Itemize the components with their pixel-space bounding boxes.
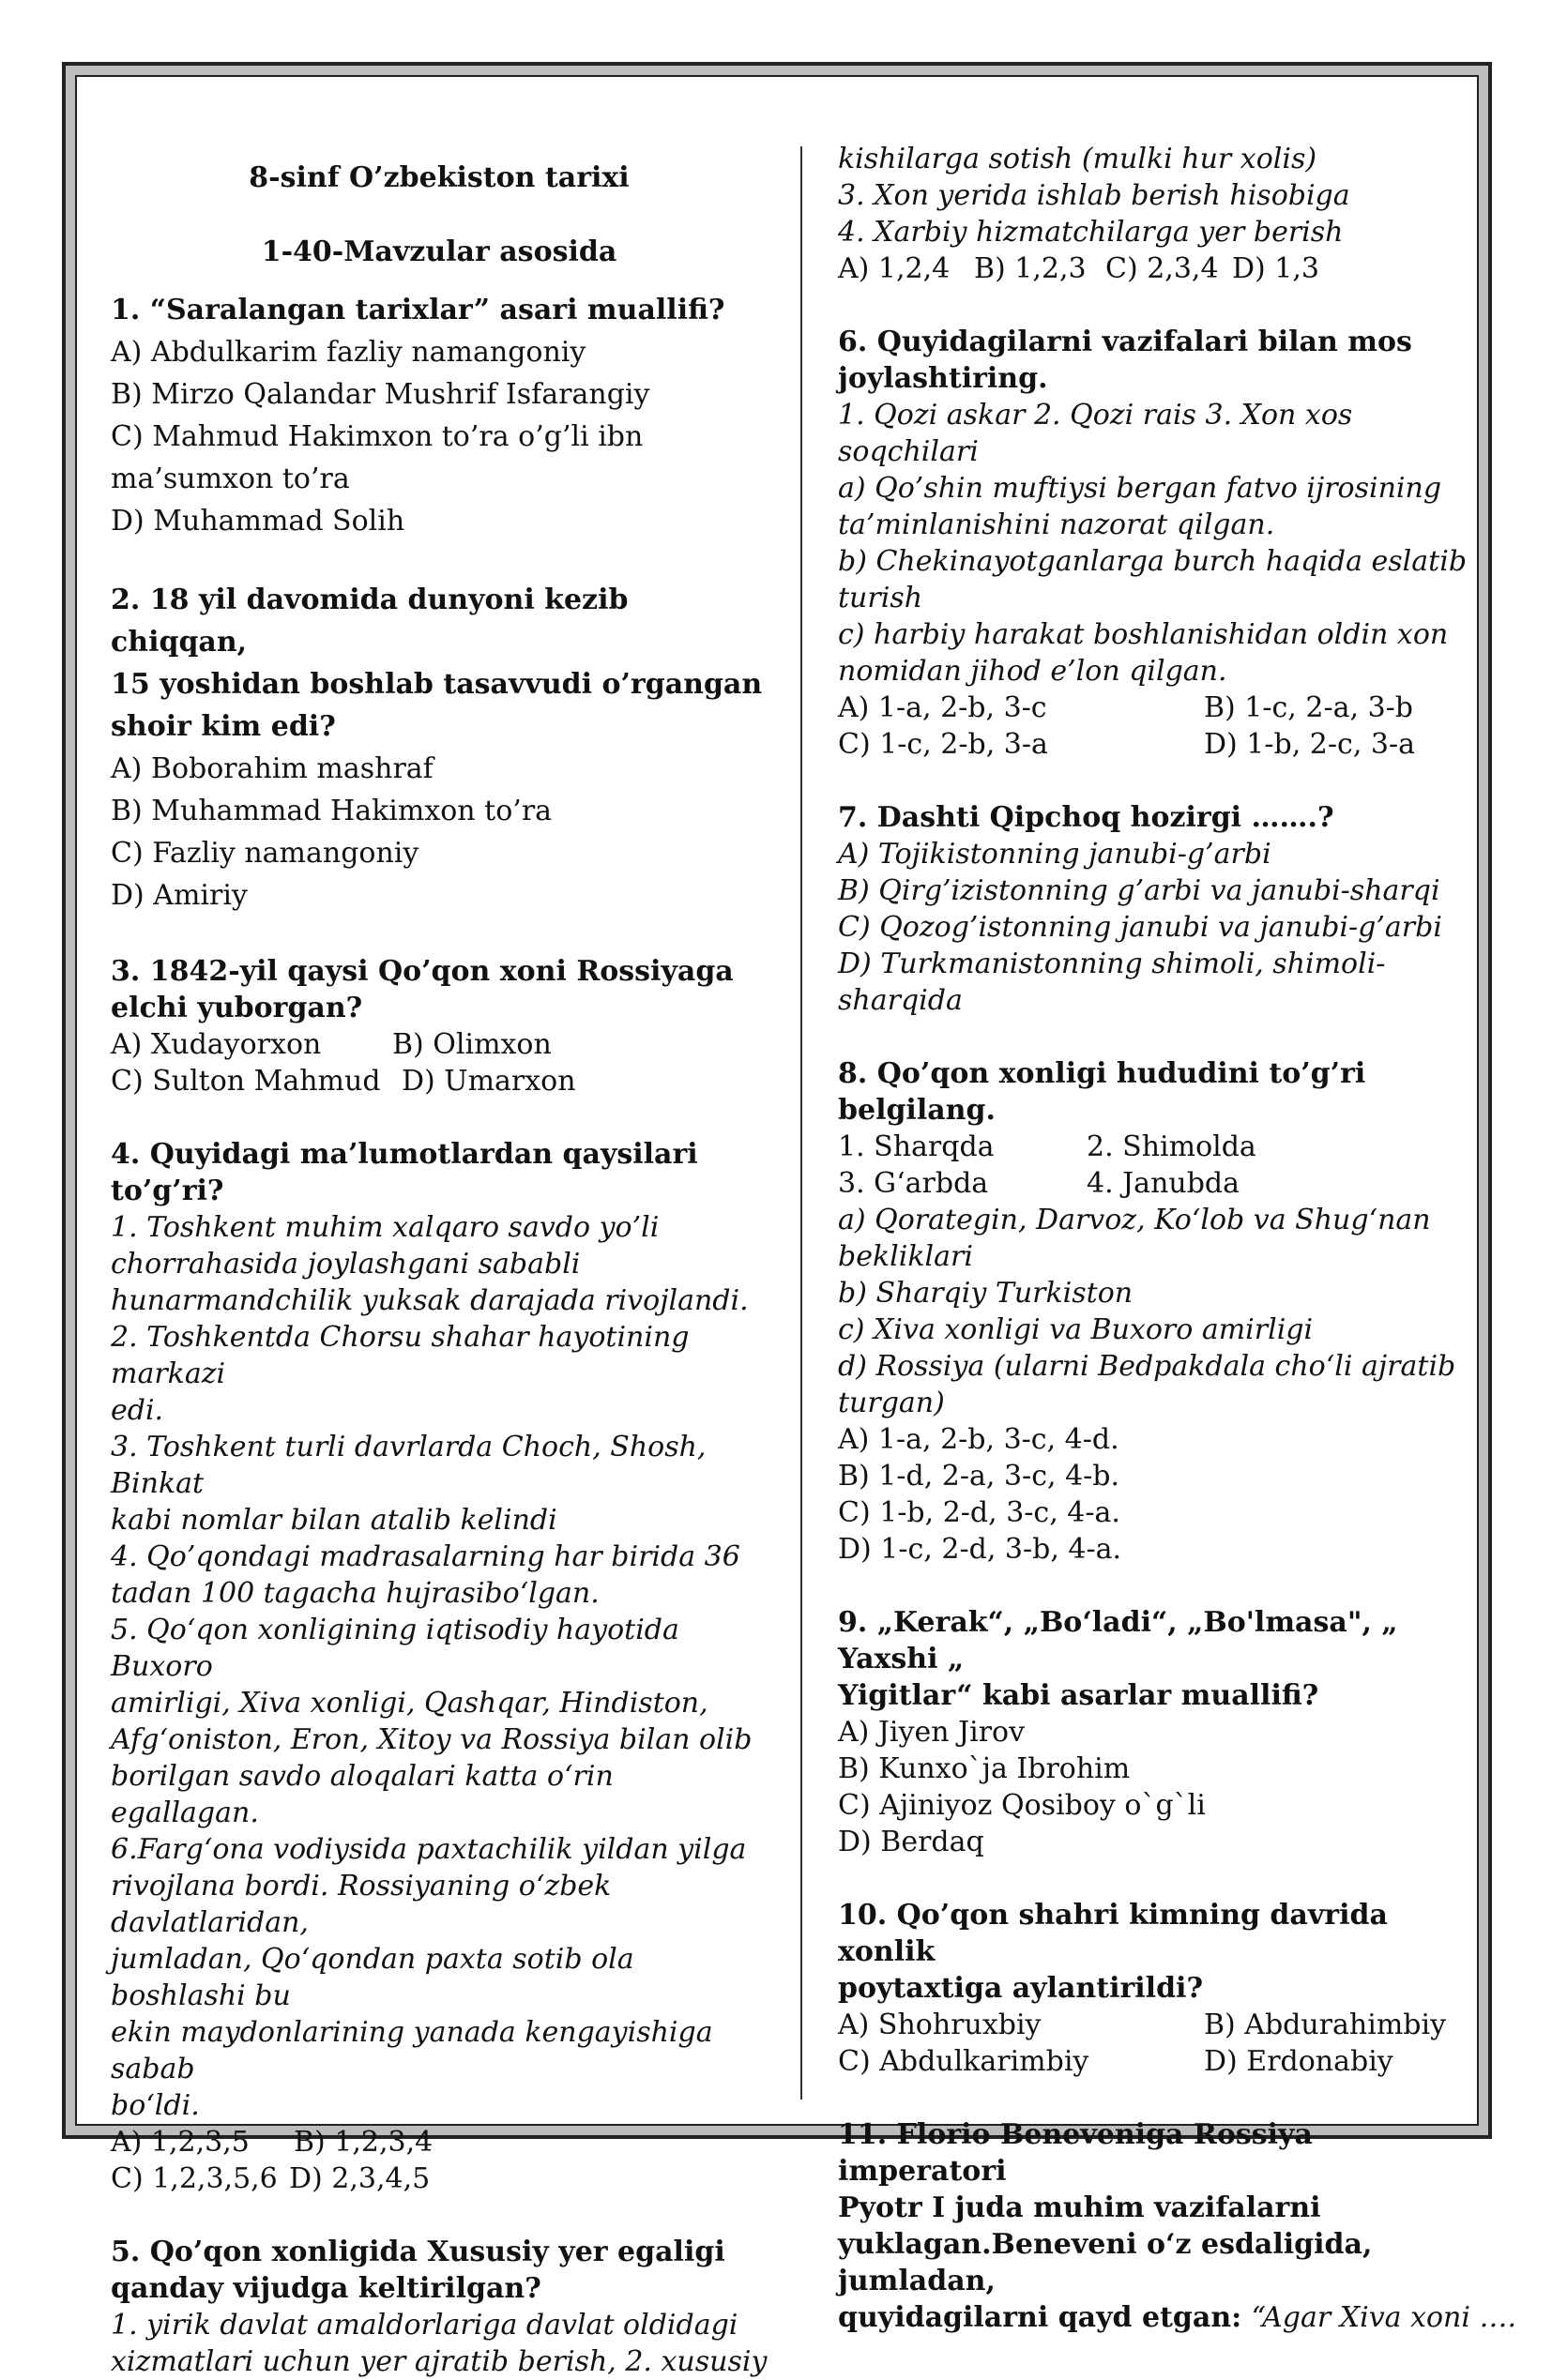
statement-line: rivojlana bordi. Rossiyaning o‘zbek davlatlaridan, xyxy=(111,1870,612,1939)
question-3 xyxy=(111,953,768,1099)
answer-option: B) 1-c, 2-a, 3-b xyxy=(1204,691,1413,724)
direction-item: 1. Sharqda xyxy=(838,1130,995,1163)
right-column xyxy=(838,141,1517,2336)
statement-line: 2. Toshkentda Chorsu shahar hayotining markazi xyxy=(111,1321,690,1390)
question-7 xyxy=(838,799,1476,1019)
question-text: quyidagilarni qayd etgan: xyxy=(838,2301,1252,2334)
statement-line: a) Qorategin, Darvoz, Ko‘lob va Shug‘nan xyxy=(838,1204,1431,1236)
left-column xyxy=(111,141,768,2380)
answer-option: B) Kunxo`ja Ibrohim xyxy=(838,1752,1131,1785)
question-text: 4. Quyidagi ma’lumotlardan qaysilari to’g’ri? xyxy=(111,1138,698,1207)
question-text: elchi yuborgan? xyxy=(111,992,363,1024)
question-text: 9. „Kerak“, „Bo‘ladi“, „Bo'lmasa", „ Yaxshi „ xyxy=(838,1606,1398,1675)
statement-line: chorrahasida joylashgani sababli xyxy=(111,1248,581,1281)
statement-line: b) Chekinayotganlarga burch haqida eslatib xyxy=(838,545,1468,578)
statement-line: 4. Xarbiy hizmatchilarga yer berish xyxy=(838,216,1344,249)
statement-line: bekliklari xyxy=(838,1240,973,1273)
answer-option: A) 1-a, 2-b, 3-c xyxy=(838,691,1047,724)
statement-line: turgan) xyxy=(838,1387,945,1419)
statement-line: ekin maydonlarining yanada kengayishiga sabab xyxy=(111,2016,713,2085)
statement-line: 5. Qo‘qon xonligining iqtisodiy hayotida Buxoro xyxy=(111,1614,679,1683)
question-text: 3. 1842-yil qaysi Qo’qon xoni Rossiyaga xyxy=(111,955,734,988)
answer-option-continued: ma’sumxon to’ra xyxy=(111,462,350,495)
answer-option: C) 1-c, 2-b, 3-a xyxy=(838,728,1048,761)
statement-line: 4. Qo’qondagi madrasalarning har birida 36 xyxy=(111,1540,740,1573)
answer-option: C) Ajiniyoz Qosiboy o`g`li xyxy=(838,1789,1206,1822)
answer-option: D) 1-c, 2-d, 3-b, 4-a. xyxy=(838,1533,1122,1566)
question-text: Pyotr I juda muhim vazifalarni xyxy=(838,2191,1321,2224)
answer-option: A) Tojikistonning janubi-g’arbi xyxy=(838,838,1271,871)
question-text: joylashtiring. xyxy=(838,362,1048,395)
statement-line: jumladan, Qo‘qondan paxta sotib ola boshlashi bu xyxy=(111,1943,634,2012)
answer-option: B) Qirg’izistonning g’arbi va janubi-sharqi xyxy=(838,874,1440,907)
answer-option: B) Mirzo Qalandar Mushrif Isfarangiy xyxy=(111,378,650,411)
statement-line: c) Xiva xonligi va Buxoro amirligi xyxy=(838,1313,1314,1346)
question-5-continued xyxy=(838,141,1476,287)
page-subtitle: 1-40-Mavzular asosida xyxy=(261,235,617,268)
statement-line: turish xyxy=(838,582,923,614)
statement-line: borilgan savdo aloqalari katta o‘rin egallagan. xyxy=(111,1760,614,1829)
question-text: 1. “Saralangan tarixlar” asari muallifi? xyxy=(111,294,725,326)
question-text: 6. Quyidagilarni vazifalari bilan mos xyxy=(838,326,1412,358)
answer-option: A) Xudayorxon xyxy=(111,1028,322,1061)
question-text: poytaxtiga aylantirildi? xyxy=(838,1972,1204,2005)
quote-text: “Agar Xiva xoni …. xyxy=(1251,2301,1517,2334)
direction-item: 4. Janubda xyxy=(1087,1167,1240,1200)
question-8 xyxy=(838,1055,1476,1568)
answer-option: C) 1,2,3,5,6 xyxy=(111,2162,278,2195)
answer-option: A) 1,2,4 xyxy=(838,252,951,285)
page-title: 8-sinf O’zbekiston tarixi xyxy=(249,161,630,194)
statement-line: 1. yirik davlat amaldorlariga davlat oldidagi xyxy=(111,2309,738,2342)
answer-option: A) Jiyen Jirov xyxy=(838,1716,1026,1749)
answer-option: C) 2,3,4 xyxy=(1105,252,1219,285)
answer-option: A) Shohruxbiy xyxy=(838,2009,1042,2041)
statement-line: bo‘ldi. xyxy=(111,2089,200,2122)
statement-line: edi. xyxy=(111,1394,164,1427)
question-text: yuklagan.Beneveni o‘z esdaligida, jumladan, xyxy=(838,2228,1373,2297)
statement-line: c) harbiy harakat boshlanishidan oldin xon xyxy=(838,618,1449,651)
question-text: 8. Qo’qon xonligi hududini to’g’ri belgilang. xyxy=(838,1057,1366,1127)
answer-option: D) Turkmanistonning shimoli, shimoli-sharqida xyxy=(838,947,1386,1017)
statement-line: b) Sharqiy Turkiston xyxy=(838,1277,1134,1310)
question-1 xyxy=(111,289,768,542)
question-text: Yigitlar“ kabi asarlar muallifi? xyxy=(838,1679,1319,1712)
answer-option: D) 1-b, 2-c, 3-a xyxy=(1204,728,1415,761)
direction-item: 2. Shimolda xyxy=(1087,1130,1256,1163)
statement-line: kishilarga sotish (mulki hur xolis) xyxy=(838,143,1317,175)
statement-line: 3. Xon yerida ishlab berish hisobiga xyxy=(838,179,1350,212)
question-11 xyxy=(838,2116,1517,2336)
answer-option: C) Qozog’istonning janubi va janubi-g’arbi xyxy=(838,911,1442,944)
statement-line: Afg‘oniston, Eron, Xitoy va Rossiya bilan olib xyxy=(111,1723,753,1756)
answer-option: C) Mahmud Hakimxon to’ra o’g’li ibn xyxy=(111,420,644,453)
question-6 xyxy=(838,324,1476,763)
question-text: shoir kim edi? xyxy=(111,710,336,743)
answer-option: D) 1,3 xyxy=(1232,252,1320,285)
answer-option: A) Abdulkarim fazliy namangoniy xyxy=(111,336,586,369)
statement-line: hunarmandchilik yuksak darajada rivojlandi. xyxy=(111,1284,749,1317)
statement-line: a) Qo’shin muftiysi bergan fatvo ijrosining xyxy=(838,472,1442,505)
statement-line: 1. Toshkent muhim xalqaro savdo yo’li xyxy=(111,1211,660,1244)
answer-option: B) 1-d, 2-a, 3-c, 4-b. xyxy=(838,1460,1120,1493)
answer-option: A) Boborahim mashraf xyxy=(111,752,434,785)
answer-option: D) Erdonabiy xyxy=(1204,2045,1393,2078)
answer-option: B) 1,2,3 xyxy=(974,252,1087,285)
question-text: 11. Florio Beneveniga Rossiya imperatori xyxy=(838,2118,1313,2188)
answer-option: D) 2,3,4,5 xyxy=(289,2162,431,2195)
answer-option: B) 1,2,3,4 xyxy=(294,2126,434,2159)
question-4 xyxy=(111,1136,768,2197)
answer-option: A) 1,2,3,5 xyxy=(111,2126,250,2159)
answer-option: C) 1-b, 2-d, 3-c, 4-a. xyxy=(838,1496,1120,1529)
question-10 xyxy=(838,1897,1476,2080)
question-text: qanday vijudga keltirilgan? xyxy=(111,2272,541,2305)
answer-option: C) Abdulkarimbiy xyxy=(838,2045,1089,2078)
answer-option: D) Amiriy xyxy=(111,879,248,912)
statement-line: d) Rossiya (ularni Bedpakdala cho‘li ajratib xyxy=(838,1350,1456,1383)
statement-line: kabi nomlar bilan atalib kelindi xyxy=(111,1504,557,1537)
question-5 xyxy=(111,2234,768,2380)
statement-line: tadan 100 tagacha hujrasibo‘lgan. xyxy=(111,1577,600,1610)
statement-line: nomidan jihod e’lon qilgan. xyxy=(838,655,1227,688)
answer-option: A) 1-a, 2-b, 3-c, 4-d. xyxy=(838,1423,1119,1456)
answer-option: B) Olimxon xyxy=(392,1028,552,1061)
column-divider xyxy=(800,146,802,2100)
answer-option: D) Berdaq xyxy=(838,1826,984,1858)
statement-line: amirligi, Xiva xonligi, Qashqar, Hindiston, xyxy=(111,1687,708,1720)
question-9 xyxy=(838,1604,1476,1860)
statement-line: xizmatlari uchun yer ajratib berish, 2. xususiy xyxy=(111,2345,768,2378)
question-text: 10. Qo’qon shahri kimning davrida xonlik xyxy=(838,1899,1388,1968)
answer-option: B) Abdurahimbiy xyxy=(1204,2009,1447,2041)
direction-item: 3. G‘arbda xyxy=(838,1167,989,1200)
answer-option: D) Muhammad Solih xyxy=(111,505,405,538)
statement-line: 3. Toshkent turli davrlarda Choch, Shosh, Binkat xyxy=(111,1431,707,1500)
question-text: 7. Dashti Qipchoq hozirgi …….? xyxy=(838,801,1334,834)
question-text: 5. Qo’qon xonligida Xususiy yer egaligi xyxy=(111,2236,725,2268)
question-2 xyxy=(111,579,768,917)
answer-option: D) Umarxon xyxy=(402,1065,576,1098)
statement-line: ta’minlanishini nazorat qilgan. xyxy=(838,508,1275,541)
answer-option: C) Sulton Mahmud xyxy=(111,1065,381,1098)
question-text-last-line xyxy=(838,2299,1517,2336)
question-text: 15 yoshidan boshlab tasavvudi o’rgangan xyxy=(111,668,763,701)
answer-option: C) Fazliy namangoniy xyxy=(111,837,419,870)
match-items: 1. Qozi askar 2. Qozi rais 3. Xon xos soqchilari xyxy=(838,399,1353,468)
statement-line: 6.Farg‘ona vodiysida paxtachilik yildan yilga xyxy=(111,1833,747,1866)
question-text: 2. 18 yil davomida dunyoni kezib chiqqan, xyxy=(111,584,629,659)
answer-option: B) Muhammad Hakimxon to’ra xyxy=(111,795,553,827)
